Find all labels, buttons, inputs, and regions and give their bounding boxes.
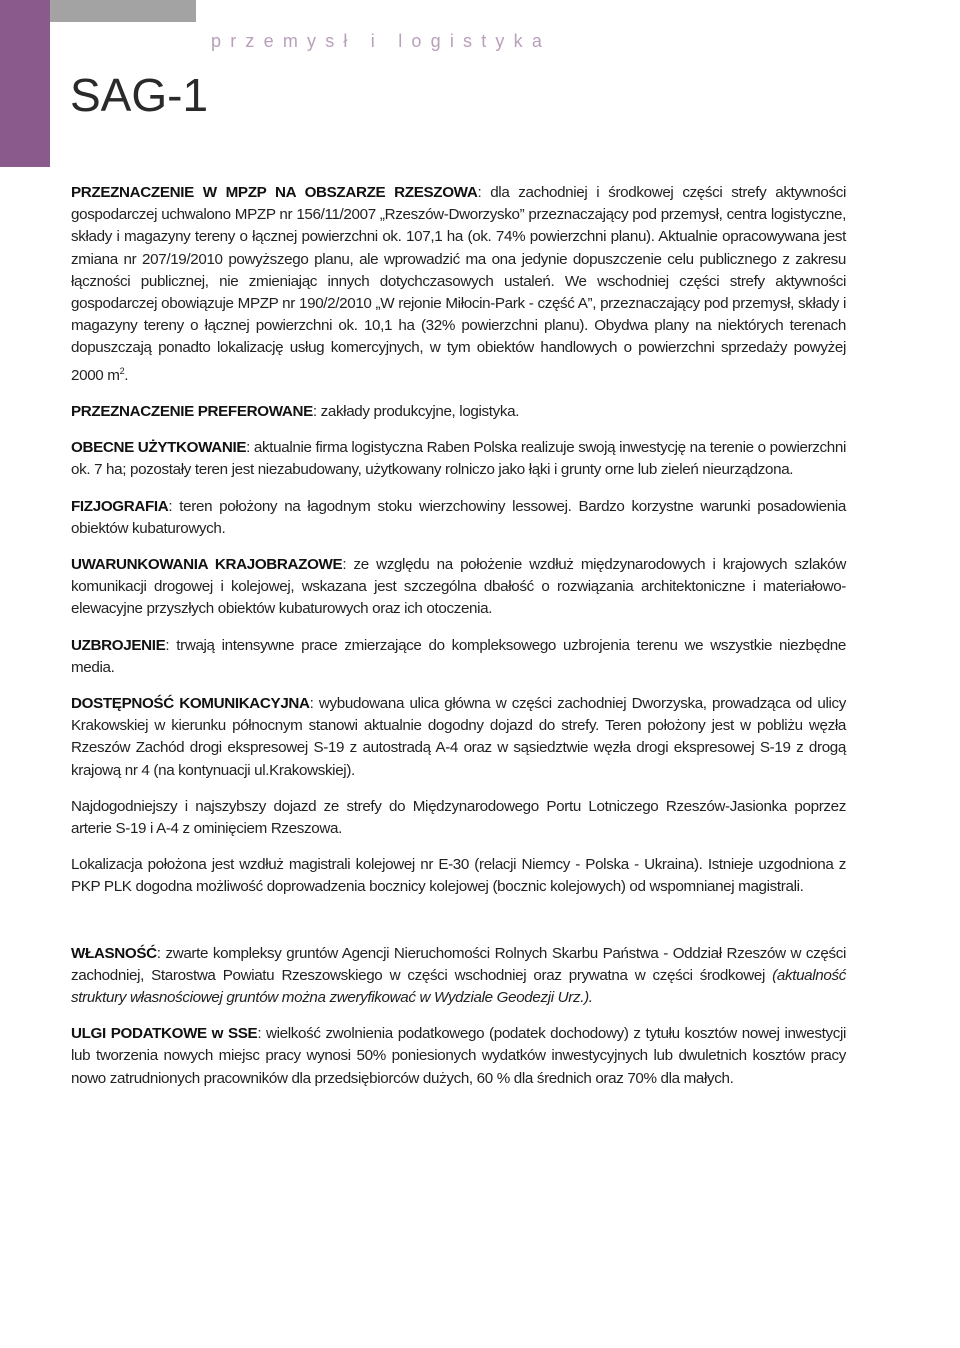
- preferred-text: : zakłady produkcyjne, logistyka.: [312, 402, 520, 420]
- paragraph-airport: [71, 796, 846, 840]
- current-use-label: OBECNE UŻYTKOWANIE: [71, 439, 247, 457]
- landscape-text: : ze względu na położenie wzdłuż międzynarodowych i krajowych szlaków komunikacji drogowej i kolejowej, wskazana jest szczególna dbałość o rozwiązania architektoniczne i materiałowo-elewacyjne przyszłych obiektów kubaturowych oraz ich otoczenia.: [71, 555, 846, 618]
- document-body: [71, 182, 846, 1104]
- mpzp-label: PRZEZNACZENIE W MPZP NA OBSZARZE RZESZOWA: [71, 184, 478, 201]
- paragraph-preferred: [71, 401, 846, 423]
- airport-text: Najdogodniejszy i najszybszy dojazd ze strefy do Międzynarodowego Portu Lotniczego Rzeszów-Jasionka poprzez arterie S-19 i A-4 z ominięciem Rzeszowa.: [71, 797, 846, 837]
- access-text: : wybudowana ulica główna w części zachodniej Dworzyska, prowadząca od ulicy Krakowskiej w kierunku północnym stanowi aktualnie dogodny dojazd do strefy. Teren położony jest w pobliżu węzła Rzeszów Zachód drogi ekspresowej S-19 z autostradą A-4 oraz w sąsiedztwie węzła drogi ekspresowej S-19 z drogą krajową nr 4 (na kontynuacji ul.Krakowskiej).: [71, 694, 847, 779]
- paragraph-tax: [71, 1023, 846, 1090]
- physiography-label: FIZJOGRAFIA: [71, 497, 169, 515]
- mpzp-text: : dla zachodniej i środkowej części strefy aktywności gospodarczej uchwalono MPZP nr 156/11/2007 „Rzeszów-Dworzysko” przeznaczający pod przemysł, centra logistyczne, składy i magazyny tereny o łącznej powierzchni ok. 107,1 ha (ok. 74% powierzchni planu). Aktualnie opracowywana jest zmiana nr 207/19/2010 powyższego planu, ale wprowadzić ma ona jedynie dopuszczenie celu publicznego z zakresu łączności publicznej, nie zmieniając innych dotychczasowych ustaleń. We wschodniej części strefy aktywności gospodarczej obowiązuje MPZP nr 190/2/2010 „W rejonie Miłocin-Park - część A”, przeznaczający pod przemysł, składy i magazyny tereny o łącznej powierzchni ok. 10,1 ha (32% powierzchni planu). Obydwa plany na niektórych terenach dopuszczają ponadto lokalizację usług komercyjnych, w tym obiektów handlowych o powierzchni sprzedaży powyżej 2000 m: [71, 184, 846, 384]
- category-label: przemysł i logistyka: [211, 31, 552, 51]
- landscape-label: UWARUNKOWANIA KRAJOBRAZOWE: [71, 555, 343, 573]
- paragraph-ownership: [71, 943, 846, 1010]
- current-use-text: : aktualnie firma logistyczna Raben Polska realizuje swoją inwestycję na terenie o powierzchni ok. 7 ha; pozostały teren jest niezabudowany, użytkowany rolniczo jako łąki i grunty orne lub zieleń nieurządzona.: [71, 439, 846, 479]
- preferred-label: PRZEZNACZENIE PREFEROWANE: [71, 402, 313, 420]
- ownership-note: (aktualność struktury własnościowej gruntów można zweryfikować w Wydziale Geodezji Urz.).: [71, 966, 846, 1006]
- paragraph-current-use: [71, 437, 846, 481]
- header-purple-bar: [0, 0, 50, 167]
- rail-text: Lokalizacja położona jest wzdłuż magistrali kolejowej nr E-30 (relacji Niemcy - Polska - Ukraina). Istnieje uzgodniona z PKP PLK dogodna możliwość doprowadzenia bocznicy kolejowej (bocznic kolejowych) od wspomnianej magistrali.: [71, 856, 846, 896]
- utilities-text: : trwają intensywne prace zmierzające do kompleksowego uzbrojenia terenu we wszystkie niezbędne media.: [71, 636, 846, 676]
- utilities-label: UZBROJENIE: [71, 636, 166, 654]
- paragraph-access: [71, 693, 846, 782]
- paragraph-mpzp: [71, 182, 846, 387]
- ownership-text: : zwarte kompleksy gruntów Agencji Nieruchomości Rolnych Skarbu Państwa - Oddział Rzeszów w części zachodniej, Starostwa Powiatu Rzeszowskiego w części wschodniej oraz prywatna w części środkowej: [71, 944, 846, 984]
- physiography-text: : teren położony na łagodnym stoku wierzchowiny lessowej. Bardzo korzystne warunki posadowienia obiektów kubaturowych.: [71, 497, 846, 537]
- mpzp-superscript: 2: [119, 365, 125, 376]
- access-label: DOSTĘPNOŚĆ KOMUNIKACYJNA: [71, 694, 310, 712]
- paragraph-physiography: [71, 496, 846, 540]
- mpzp-end: .: [124, 366, 129, 384]
- zone-code-title: SAG-1: [70, 69, 209, 121]
- paragraph-landscape: [71, 554, 846, 621]
- paragraph-utilities: [71, 635, 846, 679]
- paragraph-rail: [71, 854, 846, 898]
- tax-text: : wielkość zwolnienia podatkowego (podatek dochodowy) z tytułu kosztów nowej inwestycji lub tworzenia nowych miejsc pracy wynosi 50% poniesionych wydatków inwestycyjnych lub dwuletnich kosztów pracy nowo zatrudnionych pracowników dla przedsiębiorców dużych, 60 % dla średnich oraz 70% dla małych.: [71, 1025, 846, 1087]
- ownership-label: WŁASNOŚĆ: [71, 944, 157, 962]
- header-gray-bar: [50, 0, 196, 22]
- tax-label: ULGI PODATKOWE w SSE: [71, 1025, 258, 1043]
